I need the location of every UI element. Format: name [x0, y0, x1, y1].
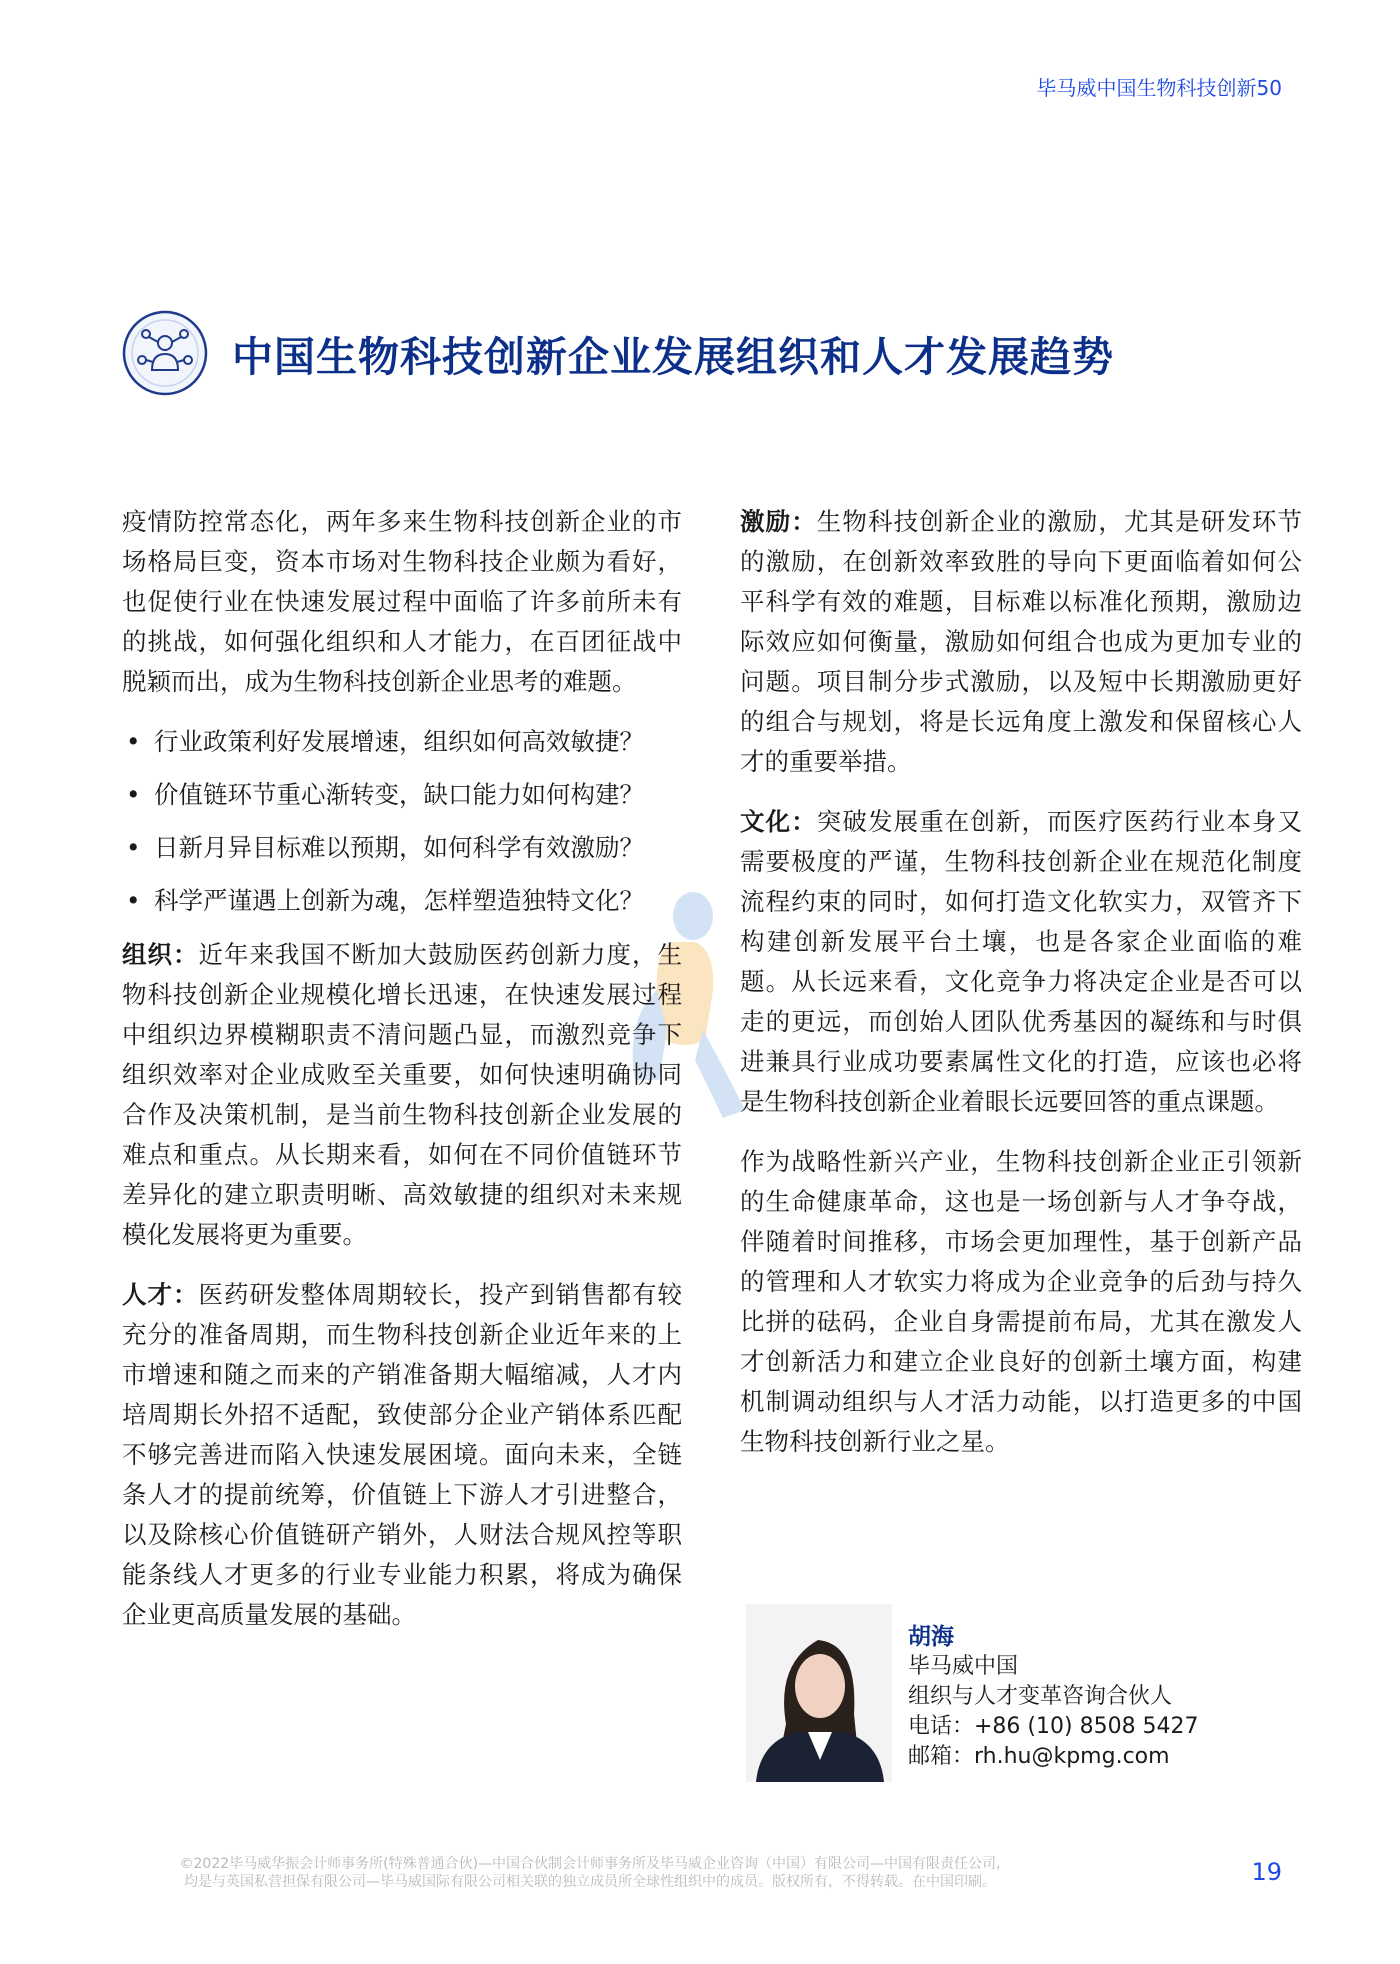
contact-photo	[746, 1604, 892, 1782]
portrait-icon	[746, 1604, 892, 1782]
bullet-icon: •	[126, 833, 141, 862]
right-column	[740, 502, 1302, 1482]
culture-paragraph: 文化：突破发展重在创新，而医疗医药行业本身又需要极度的严谨，生物科技创新企业在规范化制度流程约束的同时，如何打造文化软实力，双管齐下构建创新发展平台土壤，也是各家企业面临的难题。从长远来看，文化竞争力将决定企业是否可以走的更远，而创始人团队优秀基因的凝练和与时俱进兼具行业成功要素属性文化的打造，应该也必将是生物科技创新企业着眼长远要回答的重点课题。	[740, 807, 1303, 1116]
contact-email[interactable]: 邮箱：rh.hu@kpmg.com	[908, 1744, 1170, 1769]
closing-paragraph: 作为战略性新兴产业，生物科技创新企业正引领新的生命健康革命，这也是一场创新与人才争夺战，伴随着时间推移，市场会更加理性，基于创新产品的管理和人才软实力将成为企业竞争的后劲与持久比拼的砝码，企业自身需提前布局，尤其在激发人才创新活力和建立企业良好的创新土壤方面，构建机制调动组织与人才活力动能，以打造更多的中国生物科技创新行业之星。	[740, 1147, 1302, 1456]
intro-paragraph: 疫情防控常态化，两年多来生物科技创新企业的市场格局巨变，资本市场对生物科技企业颇为看好，也促使行业在快速发展过程中面临了许多前所未有的挑战，如何强化组织和人才能力，在百团征战中脱颖而出，成为生物科技创新企业思考的难题。	[122, 507, 682, 696]
organization-label: 组织：	[122, 940, 199, 969]
contact-role: 组织与人才变革咨询合伙人	[908, 1684, 1173, 1709]
contact-phone: 电话：+86 (10) 8508 5427	[908, 1714, 1199, 1739]
incentive-paragraph: 激励：生物科技创新企业的激励，尤其是研发环节的激励，在创新效率致胜的导向下更面临着如何公平科学有效的难题，目标难以标准化预期，激励边际效应如何衡量，激励如何组合也成为更加专业的问题。项目制分步式激励，以及短中长期激励更好的组合与规划，将是长远角度上激发和保留核心人才的重要举措。	[740, 507, 1303, 776]
question-list	[122, 722, 682, 921]
list-item: • 日新月异目标难以预期，如何科学有效激励？	[122, 828, 682, 868]
contact-company: 毕马威中国	[908, 1654, 1019, 1679]
people-network-icon	[122, 310, 208, 396]
page-number: 19	[1251, 1858, 1282, 1886]
page-title: 中国生物科技创新企业发展组织和人才发展趋势	[232, 332, 1114, 381]
footer-copyright: ©2022毕马威华振会计师事务所(特殊普通合伙)—中国合伙制会计师事务所及毕马威企业咨询（中国）有限公司—中国有限责任公司, 均是与英国私营担保有限公司—毕马威国际有限公司相关联的独立成员所全球性组织中的成员。版权所有，不得转载。在中国印刷。	[179, 1856, 1001, 1890]
list-item: • 科学严谨遇上创新为魂，怎样塑造独特文化？	[122, 881, 682, 921]
bullet-icon: •	[126, 780, 141, 809]
list-item: • 行业政策利好发展增速，组织如何高效敏捷？	[122, 722, 682, 762]
bullet-icon: •	[126, 727, 141, 756]
contact-card	[908, 1622, 1199, 1772]
contact-name: 胡海	[908, 1624, 954, 1650]
section-title-row	[122, 310, 1114, 396]
left-column	[122, 502, 682, 1655]
bullet-icon: •	[126, 886, 141, 915]
talent-paragraph: 人才：医药研发整体周期较长，投产到销售都有较充分的准备周期，而生物科技创新企业近年来的上市增速和随之而来的产销准备期大幅缩减，人才内培周期长外招不适配，致使部分企业产销体系匹配不够完善进而陷入快速发展困境。面向未来，全链条人才的提前统筹，价值链上下游人才引进整合，以及除核心价值链研产销外，人财法合规风控等职能条线人才更多的行业专业能力积累，将成为确保企业更高质量发展的基础。	[122, 1280, 682, 1629]
culture-label: 文化：	[740, 807, 817, 836]
organization-paragraph: 组织：近年来我国不断加大鼓励医药创新力度，生物科技创新企业规模化增长迅速，在快速发展过程中组织边界模糊职责不清问题凸显，而激烈竞争下组织效率对企业成败至关重要，如何快速明确协同合作及决策机制，是当前生物科技创新企业发展的难点和重点。从长期来看，如何在不同价值链环节差异化的建立职责明晰、高效敏捷的组织对未来规模化发展将更为重要。	[122, 940, 682, 1249]
talent-label: 人才：	[122, 1280, 199, 1309]
running-header: 毕马威中国生物科技创新50	[1036, 76, 1282, 100]
list-item: • 价值链环节重心渐转变，缺口能力如何构建？	[122, 775, 682, 815]
incentive-label: 激励：	[740, 507, 817, 536]
